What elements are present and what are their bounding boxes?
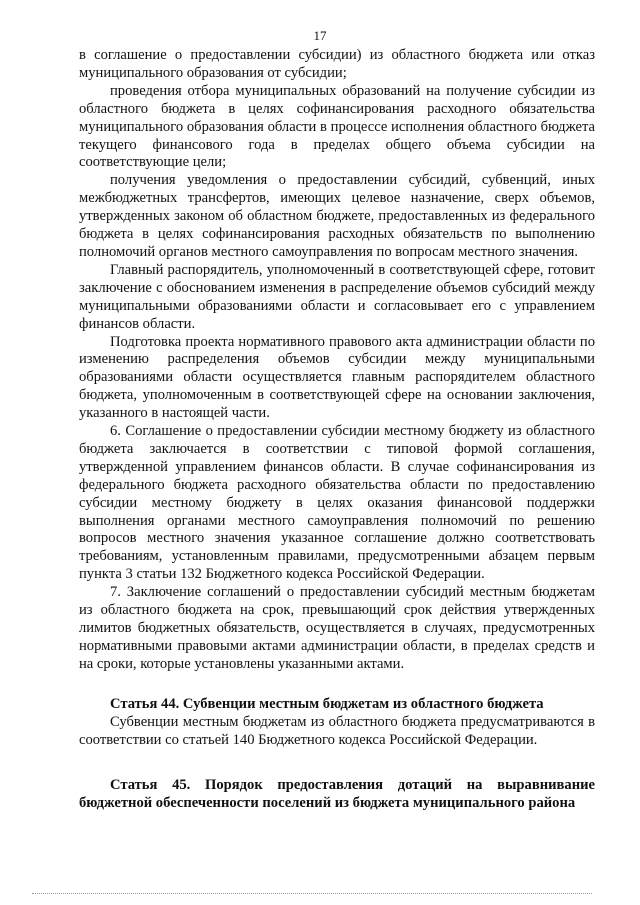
article-45-heading: Статья 45. Порядок предоставления дотаций на выравнивание бюджетной обеспеченности поселений из бюджета муниципального района [79,777,595,812]
paragraph-notification-clause: получения уведомления о предоставлении субсидий, субвенций, иных межбюджетных трансфертов, имеющих целевое назначение, сверх объемов, утвержденных законом об областном бюджете, предоставленных из федерального бюджета в целях софинансирования расходных обязательств по выполнению полномочий органов местного самоуправления по вопросам местного значения. [79,172,595,260]
article-44-text: Субвенции местным бюджетам из областного бюджета предусматриваются в соответствии со статьей 140 Бюджетного кодекса Российской Федерации. [79,713,595,748]
paragraph-item-7: 7. Заключение соглашений о предоставлении субсидий местным бюджетам из областного бюджета на срок, превышающий срок действия утвержденных лимитов бюджетных обязательств, осуществляется в случаях, предусмотренных нормативными правовыми актами администрации области, в пределах средств и на сроки, которые установлены указанными актами. [79,584,595,672]
paragraph-chief-administrator: Главный распорядитель, уполномоченный в соответствующей сфере, готовит заключение с обоснованием изменения в распределение объемов субсидий между муниципальными образованиями области и согласовывает его с управлением финансов области. [79,261,595,332]
page-body [79,47,595,813]
article-44-heading: Статья 44. Субвенции местным бюджетам из областного бюджета [110,695,544,712]
page-number: 17 [313,28,327,43]
paragraph-continuation: в соглашение о предоставлении субсидии) из областного бюджета или отказ муниципального образования от субсидии; [79,47,595,81]
paragraph-selection-clause: проведения отбора муниципальных образований на получение субсидии из областного бюджета в целях софинансирования расходного обязательства муниципального образования области в процессе исполнения областного бюджета текущего финансового года в пределах общего объема субсидии на соответствующие цели; [79,82,595,171]
paragraph-draft-preparation: Подготовка проекта нормативного правового акта администрации области по изменению распределения объемов субсидии между муниципальными образованиями области осуществляется главным распорядителем областного бюджета, уполномоченным в соответствующей сфере на основании заключения, указанного в настоящей части. [79,333,595,422]
footer-divider [32,893,592,895]
paragraph-item-6: 6. Соглашение о предоставлении субсидии местному бюджету из областного бюджета заключается в соответствии с типовой формой соглашения, утвержденной управлением финансов области. В случае софинансирования из федерального бюджета расходного обязательства области по предоставлению субсидии местному бюджету в целях оказания финансовой поддержки выполнения органами местного самоуправления полномочий по решению вопросов местного значения указанное соглашение должно соответствовать требованиям, установленным правилами, предусмотренными абзацем первым пункта 3 статьи 132 Бюджетного кодекса Российской Федерации. [79,423,595,583]
